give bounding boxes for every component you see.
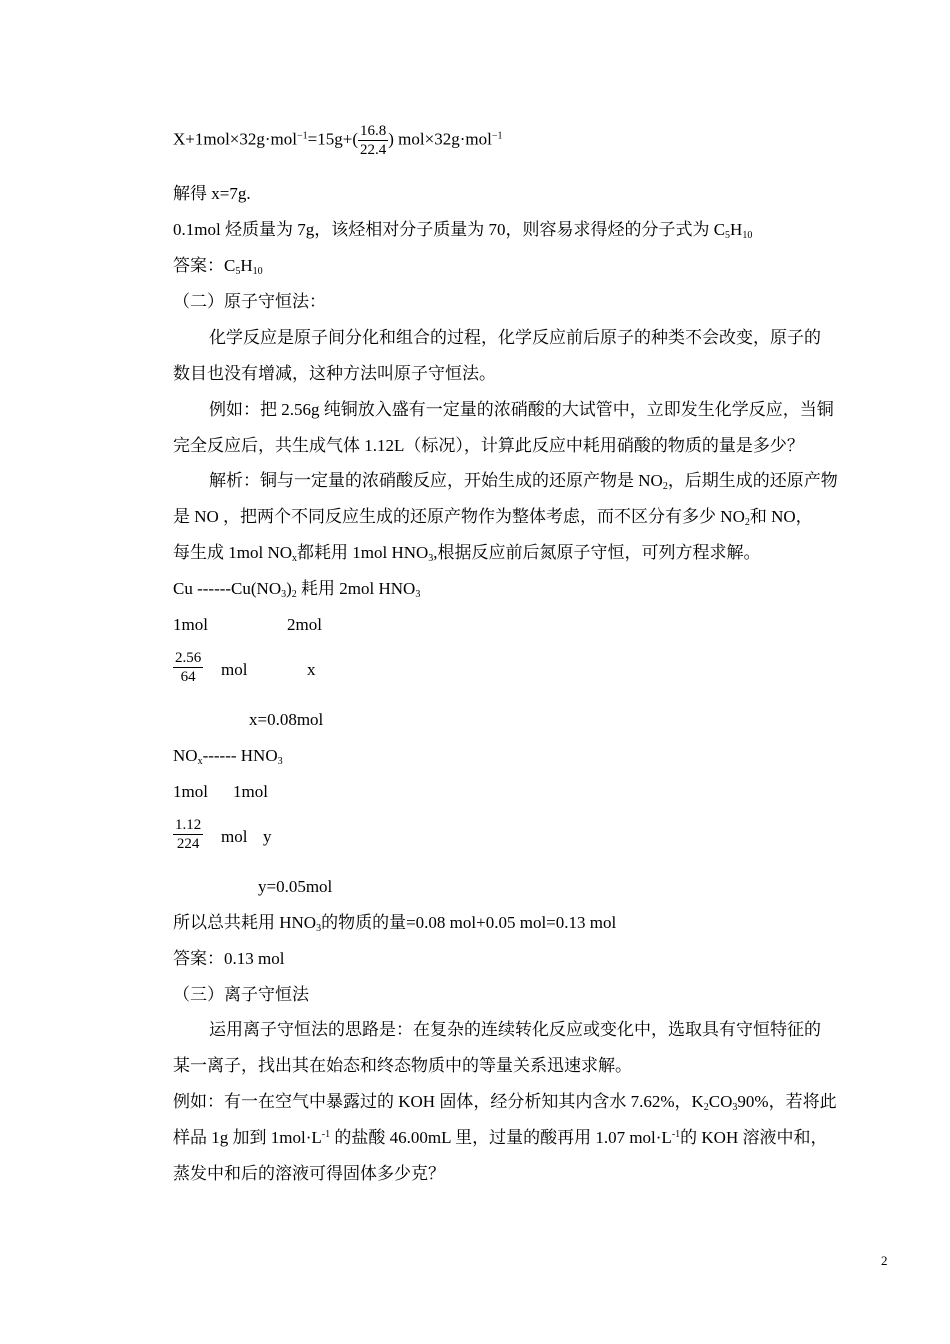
nox-result: y=0.05mol <box>258 877 333 896</box>
text: ) <box>286 579 292 598</box>
cu-unknown-x: x <box>307 660 316 679</box>
nox-ratio-right: 1mol <box>233 782 268 801</box>
text: 0.1mol 烃质量为 7g，该烃相对分子质量为 70，则容易求得烃的分子式为 C <box>173 220 726 239</box>
numerator: 1.12 <box>175 817 202 833</box>
subscript: 3 <box>281 589 287 600</box>
analysis-line-3 <box>173 543 761 563</box>
example-3-line-3: 蒸发中和后的溶液可得固体多少克？ <box>173 1164 445 1183</box>
text: 的 KOH 溶液中和， <box>680 1128 828 1147</box>
subscript: 3 <box>415 589 421 600</box>
cu-fraction-unit: mol <box>221 660 248 679</box>
subscript: 5 <box>235 266 241 277</box>
superscript: −1 <box>297 130 308 142</box>
text: 的物质的量=0.08 mol+0.05 mol=0.13 mol <box>321 913 617 932</box>
nox-fraction-unit: mol <box>221 827 248 846</box>
text: H <box>240 256 253 275</box>
text: Cu ------Cu(NO <box>173 579 282 598</box>
text: CO <box>708 1092 733 1111</box>
text: 的盐酸 46.00mL 里，过量的酸再用 1.07 mol·L <box>330 1128 672 1147</box>
example-3-line-2 <box>173 1128 828 1148</box>
subscript: 3 <box>316 923 322 934</box>
example-3-line-1 <box>173 1092 837 1112</box>
text: ，后期生成的还原产物 <box>667 471 838 490</box>
fraction-1-12-over-224 <box>173 816 203 853</box>
cu-relation-line <box>173 579 420 599</box>
section-2-heading: （二）原子守恒法： <box>173 292 326 311</box>
denominator: 64 <box>180 669 196 685</box>
superscript: -1 <box>671 1129 681 1140</box>
nox-fraction-row <box>173 816 203 853</box>
cu-fraction-row <box>173 649 203 686</box>
text: H <box>730 220 743 239</box>
fraction-2-56-over-64 <box>173 649 203 686</box>
molecular-formula-line <box>173 220 752 240</box>
subscript: 2 <box>744 517 750 528</box>
analysis-line-1 <box>209 471 838 491</box>
equation-part: =15g+( <box>307 129 358 149</box>
cu-ratio-right: 2mol <box>287 615 322 634</box>
subscript: 3 <box>732 1102 738 1113</box>
cu-ratio-left: 1mol <box>173 615 208 634</box>
superscript: -1 <box>321 1129 331 1140</box>
subscript: x <box>197 756 203 767</box>
text: 每生成 1mol NO <box>173 543 292 562</box>
text: 解析：铜与一定量的浓硝酸反应，开始生成的还原产物是 NO <box>209 471 663 490</box>
numerator: 16.8 <box>360 123 387 139</box>
example-2-line-1: 例如：把 2.56g 纯铜放入盛有一定量的浓硝酸的大试管中，立即发生化学反应，当铜 <box>209 400 834 419</box>
subscript: 10 <box>252 266 263 277</box>
mass-equation <box>173 122 502 159</box>
section-3-paragraph-line-2: 某一离子，找出其在始态和终态物质中的等量关系迅速求解。 <box>173 1056 632 1075</box>
text: 是 NO ，把两个不同反应生成的还原产物作为整体考虑，而不区分有多少 NO <box>173 507 745 526</box>
text: ------ HNO <box>202 746 278 765</box>
superscript: −1 <box>491 130 503 142</box>
text: 都耗用 1mol HNO <box>297 543 429 562</box>
text: 例如：有一在空气中暴露过的 KOH 固体，经分析知其内含水 7.62%，K <box>173 1092 704 1111</box>
subscript: 3 <box>428 553 434 564</box>
subscript: 2 <box>662 481 668 492</box>
answer-1 <box>173 256 263 276</box>
fraction-16-8-over-22-4 <box>358 122 388 159</box>
nox-relation-line <box>173 746 283 766</box>
section-3-heading: （三）离子守恒法 <box>173 985 309 1004</box>
numerator: 2.56 <box>175 650 202 666</box>
text: NO <box>173 746 198 765</box>
subscript: 2 <box>703 1102 709 1113</box>
text: 答案：C <box>173 256 236 275</box>
nox-ratio-left: 1mol <box>173 782 208 801</box>
cu-result: x=0.08mol <box>249 710 324 729</box>
text: 90%，若将此 <box>737 1092 837 1111</box>
solve-x-line: 解得 x=7g. <box>173 184 251 203</box>
total-hno3-line <box>173 913 616 933</box>
subscript: 3 <box>277 756 283 767</box>
denominator: 22.4 <box>360 142 387 158</box>
subscript: 10 <box>742 230 753 241</box>
answer-2: 答案：0.13 mol <box>173 949 285 968</box>
equation-part: X+1mol×32g·mol <box>173 129 298 149</box>
section-2-paragraph-line-2: 数目也没有增减，这种方法叫原子守恒法。 <box>173 364 496 383</box>
denominator: 224 <box>176 836 200 852</box>
example-2-line-2: 完全反应后，共生成气体 1.12L（标况），计算此反应中耗用硝酸的物质的量是多少？ <box>173 436 804 455</box>
text: 样品 1g 加到 1mol·L <box>173 1128 322 1147</box>
page-number: 2 <box>881 1253 888 1268</box>
subscript: 2 <box>291 589 297 600</box>
text: 所以总共耗用 HNO <box>173 913 317 932</box>
nox-unknown-y: y <box>263 827 272 846</box>
section-2-paragraph-line-1: 化学反应是原子间分化和组合的过程，化学反应前后原子的种类不会改变，原子的 <box>209 328 821 347</box>
analysis-line-2 <box>173 507 813 527</box>
text: ,根据反应前后氮原子守恒，可列方程求解。 <box>433 543 761 562</box>
text: 耗用 2mol HNO <box>296 579 416 598</box>
section-3-paragraph-line-1: 运用离子守恒法的思路是：在复杂的连续转化反应或变化中，选取具有守恒特征的 <box>209 1020 821 1039</box>
text: 和 NO， <box>749 507 813 526</box>
equation-part: ) mol×32g·mol <box>388 129 492 149</box>
subscript: 5 <box>725 230 731 241</box>
subscript: x <box>292 553 297 564</box>
